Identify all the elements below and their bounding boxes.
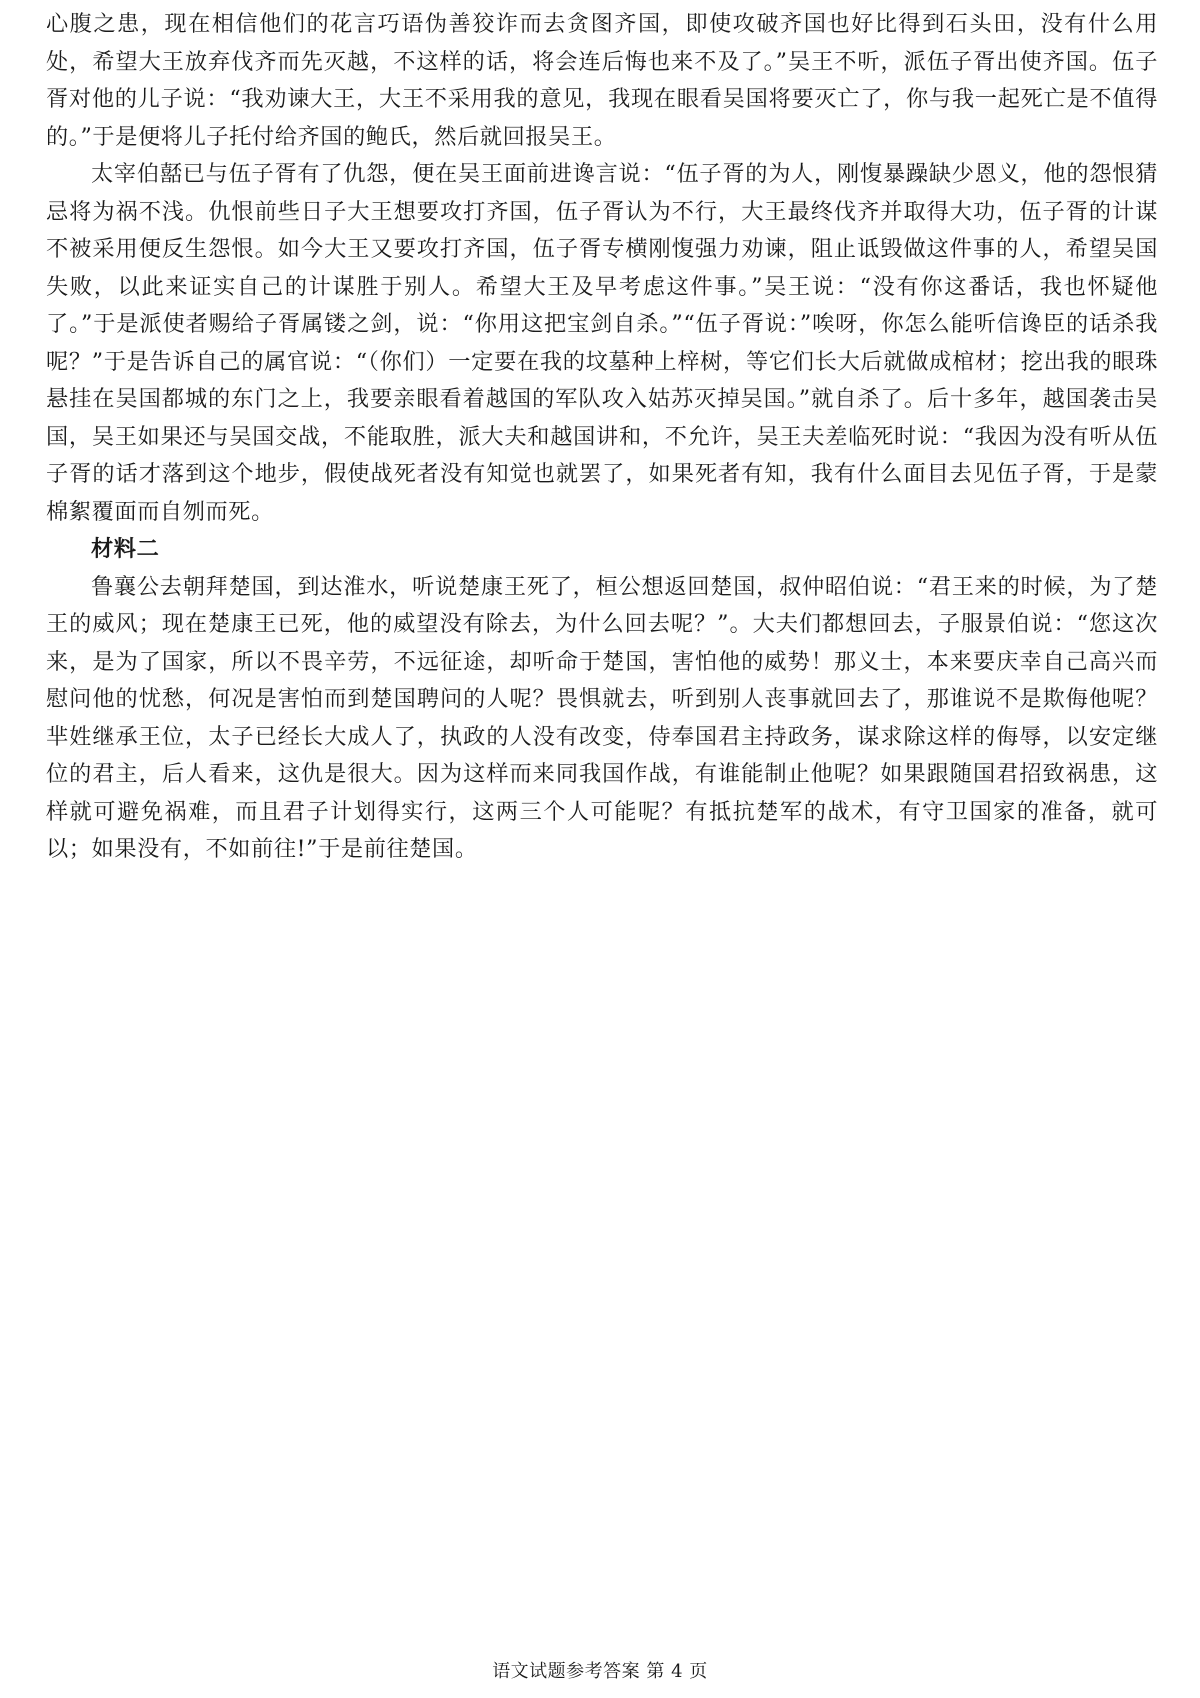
paragraph-continuation: 心腹之患，现在相信他们的花言巧语伪善狡诈而去贪图齐国，即使攻破齐国也好比得到石头田，没有什么用处，希望大王放弃伐齐而先灭越，不这样的话，将会连后悔也来不及了。”吴王不听，派伍子胥出使齐国。伍子胥对他的儿子说：“我劝谏大王，大王不采用我的意见，我现在眼看吴国将要灭亡了，你与我一起死亡是不值得的。”于是便将儿子托付给齐国的鲍氏，然后就回报吴王。 <box>46 11 1158 150</box>
paragraph-taizai-bopi: 太宰伯嚭已与伍子胥有了仇怨，便在吴王面前进谗言说：“伍子胥的为人，刚愎暴躁缺少恩义，他的怨恨猜忌将为祸不浅。仇恨前些日子大王想要攻打齐国，伍子胥认为不行，大王最终伐齐并取得大功，伍子胥的计谋不被采用便反生怨恨。如今大王又要攻打齐国，伍子胥专横刚愎强力劝谏，阻止诋毁做这件事的人，希望吴国失败，以此来证实自己的计谋胜于别人。希望大王及早考虑这件事。”吴王说：“没有你这番话，我也怀疑他了。”于是派使者赐给子胥属镂之剑，说：“你用这把宝剑自杀。”“伍子胥说：”唉呀，你怎么能听信谗臣的话杀我呢？”于是告诉自己的属官说：“（你们）一定要在我的坟墓种上梓树，等它们长大后就做成棺材；挖出我的眼珠悬挂在吴国都城的东门之上，我要亲眼看着越国的军队攻入姑苏灭掉吴国。”就自杀了。后十多年，越国袭击吴国，吴王如果还与吴国交战，不能取胜，派大夫和越国讲和，不允许，吴王夫差临死时说：“我因为没有听从伍子胥的话才落到这个地步，假使战死者没有知觉也就罢了，如果死者有知，我有什么面目去见伍子胥，于是蒙棉絮覆面而自刎而死。 <box>46 161 1158 525</box>
document-body <box>46 6 1158 869</box>
paragraph-lu-xianggong: 鲁襄公去朝拜楚国，到达淮水，听说楚康王死了，桓公想返回楚国，叔仲昭伯说：“君王来的时候，为了楚王的威风；现在楚康王已死，他的威望没有除去，为什么回去呢？”。大夫们都想回去，子服景伯说：“您这次来，是为了国家，所以不畏辛劳，不远征途，却听命于楚国，害怕他的威势！那义士，本来要庆幸自己高兴而慰问他的忧愁，何况是害怕而到楚国聘问的人呢？畏惧就去，听到别人丧事就回去了，那谁说不是欺侮他呢？芈姓继承王位，太子已经长大成人了，执政的人没有改变，侍奉国君主持政务，谋求除这样的侮辱，以安定继位的君主，后人看来，这仇是很大。因为这样而来同我国作战，有谁能制止他呢？如果跟随国君招致祸患，这样就可避免祸难，而且君子计划得实行，这两三个人可能呢？有抵抗楚军的战术，有守卫国家的准备，就可以；如果没有，不如前往!”于是前往楚国。 <box>46 573 1158 862</box>
section-heading-material-two: 材料二 <box>91 536 160 562</box>
page-footer: 语文试题参考答案 第 4 页 <box>492 1661 708 1682</box>
